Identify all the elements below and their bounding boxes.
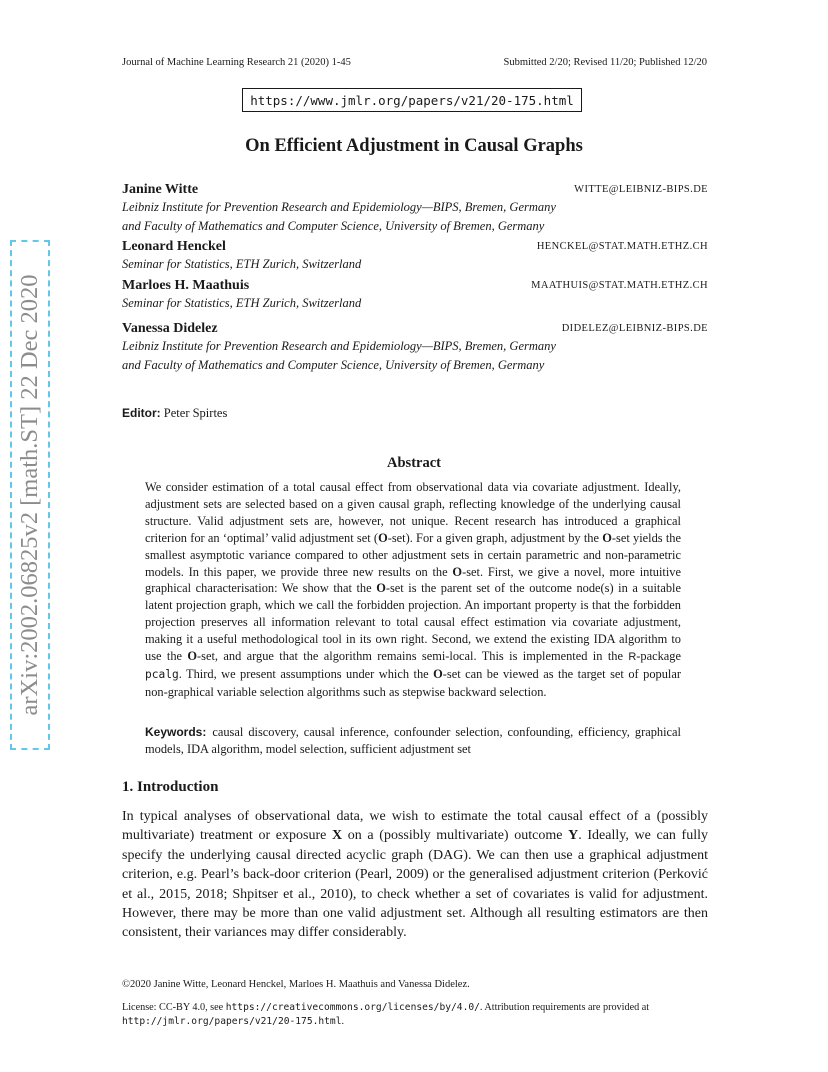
paper-title: On Efficient Adjustment in Causal Graphs: [245, 136, 583, 156]
keywords-text: causal discovery, causal inference, confounder selection, confounding, efficiency, graphical models, IDA algorithm, model selection, sufficient adjustment set: [145, 725, 681, 756]
author-affiliation: Seminar for Statistics, ETH Zurich, Switzerland: [122, 296, 362, 310]
author-email[interactable]: WITTE@LEIBNIZ-BIPS.DE: [574, 184, 708, 195]
journal-header: Journal of Machine Learning Research 21 (2020) 1-45: [122, 57, 351, 68]
abstract-text: We consider estimation of a total causal effect from observational data via covariate adjustment. Ideally, adjustment sets are selected based on a given causal graph, reflecting knowledge of the underlying causal structure. Valid adjustment sets are, however, not unique. Recent research has introduced a graphical criterion for an ‘optimal’ valid adjustment set (O-set). For a given graph, adjustment by the O-set yields the smallest asymptotic variance compared to other adjustment sets in certain parametric and non-parametric models. In this paper, we provide three new results on the O-set. First, we give a novel, more intuitive graphical characterisation: We show that the O-set is the parent set of the outcome node(s) in a suitable latent projection graph, which we call the forbidden projection. An important property is that the forbidden projection preserves all information relevant to total causal effect estimation via covariate adjustment, making it a useful methodological tool in its own right. Second, we extend the existing IDA algorithm to use the O-set, and argue that the algorithm remains semi-local. This is implemented in the R-package pcalg. Third, we present assumptions under which the O-set can be viewed as the target set of popular non-graphical variable selection algorithms such as stepwise backward selection.: [145, 480, 682, 699]
submission-dates: Submitted 2/20; Revised 11/20; Published 12/20: [503, 57, 707, 68]
abstract-heading: Abstract: [387, 455, 441, 471]
arxiv-identifier-text: arXiv:2002.06825v2 [math.ST] 22 Dec 2020: [16, 274, 43, 716]
author-email[interactable]: DIDELEZ@LEIBNIZ-BIPS.DE: [561, 323, 708, 334]
author-affiliation: and Faculty of Mathematics and Computer Science, University of Bremen, Germany: [122, 219, 545, 233]
license-notice: License: CC-BY 4.0, see https://creativecommons.org/licenses/by/4.0/. Attribution requirements are provided at http://jmlr.org/papers/v21/20-175.html.: [122, 1002, 650, 1027]
author-affiliation: and Faculty of Mathematics and Computer Science, University of Bremen, Germany: [122, 358, 545, 372]
editor-name: Peter Spirtes: [163, 406, 228, 420]
keywords-label: Keywords:: [145, 725, 207, 739]
introduction-paragraph: In typical analyses of observational data, we wish to estimate the total causal effect of a (possibly multivariate) treatment or exposure X on a (possibly multivariate) outcome Y. Ideally, we can fully specify the underlying causal directed acyclic graph (DAG). We can then use a graphical adjustment criterion, e.g. Pearl’s back-door criterion (Pearl, 2009) or the generalised adjustment criterion (Perković et al., 2015, 2018; Shpitser et al., 2010), to check whether a set of covariates is valid for adjustment. However, there may be more than one valid adjustment set. Although all resulting estimators are then consistent, their variances may differ considerably.: [122, 809, 709, 941]
editor-line: [122, 406, 227, 421]
author-name: Vanessa Didelez: [122, 321, 218, 336]
author-affiliation: Leibniz Institute for Prevention Research and Epidemiology—BIPS, Bremen, Germany: [122, 339, 556, 353]
section-heading: 1. Introduction: [122, 779, 219, 795]
editor-label: Editor:: [122, 406, 161, 420]
arxiv-identifier-stamp[interactable]: [10, 240, 50, 750]
license-link[interactable]: https://creativecommons.org/licenses/by/4.0/: [225, 1002, 480, 1013]
author-name: Janine Witte: [122, 182, 199, 197]
copyright-notice: ©2020 Janine Witte, Leonard Henckel, Marloes H. Maathuis and Vanessa Didelez.: [122, 979, 470, 990]
author-name: Leonard Henckel: [122, 239, 226, 254]
author-email[interactable]: HENCKEL@STAT.MATH.ETHZ.CH: [536, 241, 708, 252]
author-block-3: [122, 278, 708, 313]
attribution-link[interactable]: http://jmlr.org/papers/v21/20-175.html: [122, 1016, 342, 1027]
paper-url-link[interactable]: https://www.jmlr.org/papers/v21/20-175.html: [242, 88, 582, 112]
author-affiliation: Leibniz Institute for Prevention Research and Epidemiology—BIPS, Bremen, Germany: [122, 200, 556, 214]
author-block-1: [122, 182, 708, 236]
author-block-2: [122, 239, 708, 274]
author-affiliation: Seminar for Statistics, ETH Zurich, Switzerland: [122, 257, 362, 271]
author-email[interactable]: MAATHUIS@STAT.MATH.ETHZ.CH: [531, 280, 708, 291]
author-block-4: [122, 321, 708, 375]
keywords: [145, 724, 681, 758]
author-name: Marloes H. Maathuis: [122, 278, 250, 293]
